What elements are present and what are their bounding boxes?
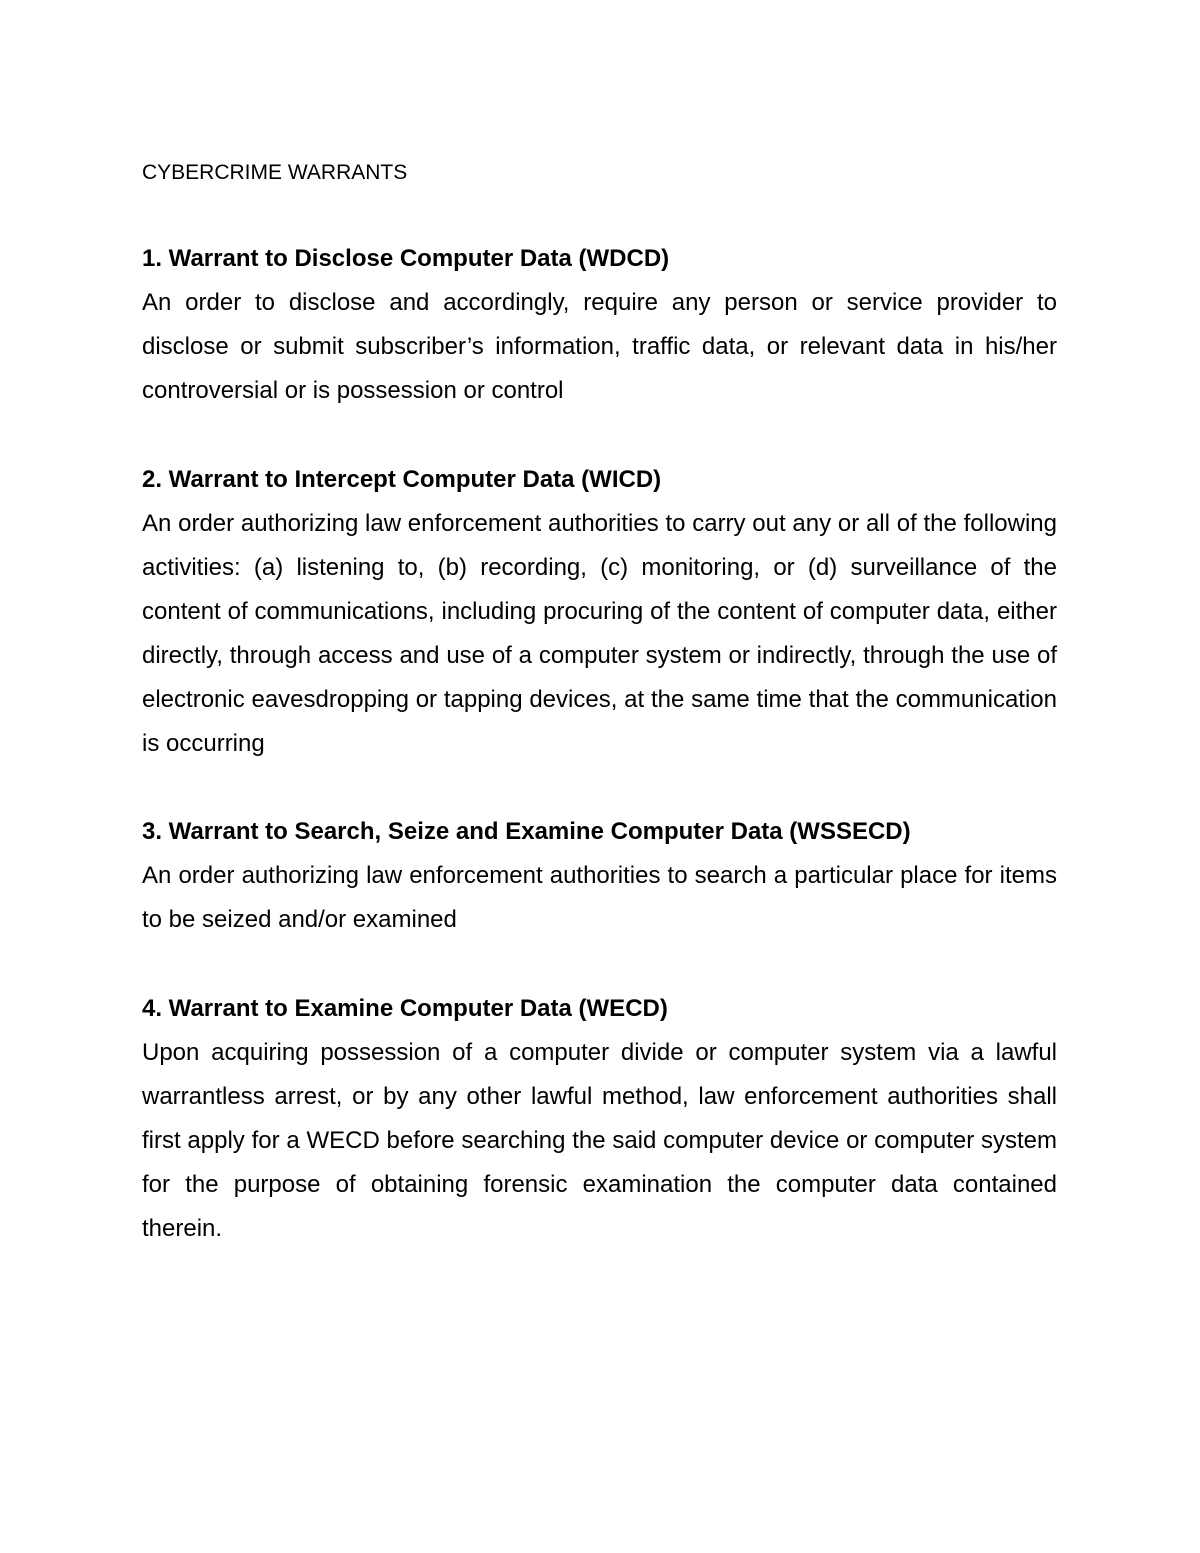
section-wssecd xyxy=(142,810,1057,942)
section-body: An order authorizing law enforcement authorities to search a particular place for items to be seized and/or examined xyxy=(142,862,1057,933)
section-heading: 2. Warrant to Intercept Computer Data (WICD) xyxy=(142,466,662,493)
section-heading: 3. Warrant to Search, Seize and Examine Computer Data (WSSECD) xyxy=(142,818,911,845)
section-body: An order to disclose and accordingly, require any person or service provider to disclose or submit subscriber’s information, traffic data, or relevant data in his/her controversial or is possession or control xyxy=(142,289,1057,404)
section-wdcd xyxy=(142,237,1057,413)
document-title: CYBERCRIME WARRANTS xyxy=(142,161,408,184)
section-body: An order authorizing law enforcement authorities to carry out any or all of the following activities: (a) listening to, (b) recording, (c) monitoring, or (d) surveillance of the content of communications, including procuring of the content of computer data, either directly, through access and use of a computer system or indirectly, through the use of electronic eavesdropping or tapping devices, at the same time that the communication is occurring xyxy=(142,510,1057,757)
section-heading: 4. Warrant to Examine Computer Data (WECD) xyxy=(142,995,668,1022)
section-wicd xyxy=(142,458,1057,766)
section-heading: 1. Warrant to Disclose Computer Data (WDCD) xyxy=(142,245,670,272)
section-body: Upon acquiring possession of a computer divide or computer system via a lawful warrantless arrest, or by any other lawful method, law enforcement authorities shall first apply for a WECD before searching the said computer device or computer system for the purpose of obtaining forensic examination the computer data contained therein. xyxy=(142,1039,1057,1242)
section-wecd xyxy=(142,987,1057,1251)
